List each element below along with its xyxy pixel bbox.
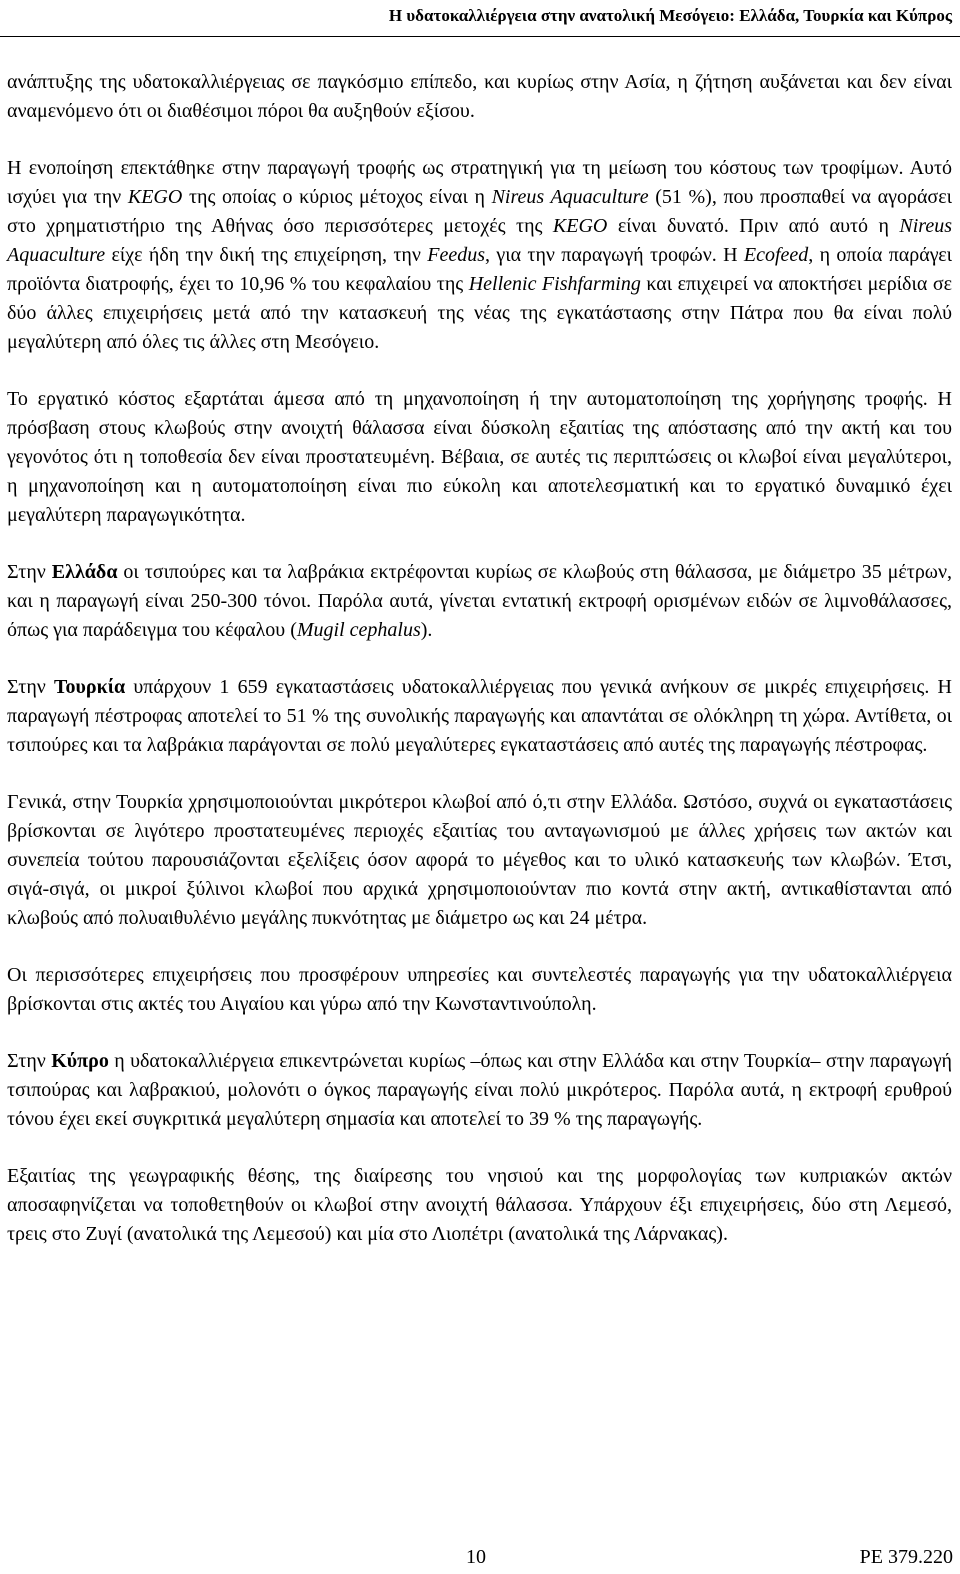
company-kego: KEGO (552, 215, 608, 237)
page-number: 10 (466, 1546, 486, 1568)
company-nireus: Nireus Aquaculture (491, 186, 649, 208)
document-body (7, 68, 952, 1277)
company-ecofeed: Ecofeed (743, 244, 809, 266)
paragraph-6: Γενικά, στην Τουρκία χρησιμοποιούνται μικρότεροι κλωβοί από ό,τι στην Ελλάδα. Ωστόσο, συχνά οι εγκαταστάσεις βρίσκονται σε λιγότερο προστατευμένες περιοχές εξαιτίας του ανταγωνισμού με άλλες χρήσεις των ακτών και συνεπεία τούτου παρουσιάζονται εξελίξεις όσον αφορά το μέγεθος και το υλικό κατασκευής των κλωβών. Έτσι, σιγά-σιγά, οι μικροί ξύλινοι κλωβοί που αρχικά χρησιμοποιούνταν πιο κοντά στην ακτή, αντικαθίστανται από κλωβούς από πολυαιθυλένιο μεγάλης πυκνότητας με διάμετρο ως και 24 μέτρα. (7, 791, 952, 929)
country-turkey: Τουρκία (54, 676, 126, 698)
document-reference: PE 379.220 (859, 1546, 953, 1568)
company-feedus: Feedus (427, 244, 486, 266)
paragraph-9: Εξαιτίας της γεωγραφικής θέσης, της διαίρεσης του νησιού και της μορφολογίας των κυπριακών ακτών αποσαφηνίζεται να τοποθετηθούν οι κλωβοί στην ανοιχτή θάλασσα. Υπάρχουν έξι επιχειρήσεις, δύο στη Λεμεσό, τρεις στο Ζυγί (ανατολικά της Λεμεσού) και μία στο Λιοπέτρι (ανατολικά της Λάρνακας). (7, 1165, 952, 1245)
paragraph-turkey: Στην Τουρκία υπάρχουν 1 659 εγκαταστάσεις υδατοκαλλιέργειας που γενικά ανήκουν σε μικρές επιχειρήσεις. Η παραγωγή πέστροφας αποτελεί το 51 % της συνολικής παραγωγής και απαντάται σε ολόκληρη τη χώρα. Αντίθετα, οι τσιπούρες και τα λαβράκια παράγονται σε πολύ μεγαλύτερες εγκαταστάσεις από αυτές της παραγωγής πέστροφας. (7, 676, 952, 756)
country-greece: Ελλάδα (51, 561, 118, 583)
species-mugil-cephalus: Mugil cephalus (296, 619, 421, 641)
paragraph-3: Το εργατικό κόστος εξαρτάται άμεσα από τη μηχανοποίηση ή την αυτοματοποίηση της χορήγησης τροφής. Η πρόσβαση στους κλωβούς στην ανοιχτή θάλασσα είναι δύσκολη εξαιτίας της απόστασης από την ακτή και του γεγονότος ότι η τοποθεσία δεν είναι προστατευμένη. Βέβαια, σε αυτές τις περιπτώσεις οι κλωβοί είναι μεγαλύτεροι, η μηχανοποίηση και η αυτοματοποίηση είναι πιο εύκολη και αποτελεσματική και το εργατικό δυναμικό έχει μεγαλύτερη παραγωγικότητα. (7, 388, 952, 526)
header-rule (0, 36, 960, 37)
country-cyprus: Κύπρο (51, 1050, 109, 1072)
paragraph-7: Οι περισσότερες επιχειρήσεις που προσφέρουν υπηρεσίες και συντελεστές παραγωγής για την υδατοκαλλιέργεια βρίσκονται στις ακτές του Αιγαίου και γύρω από την Κωνσταντινούπολη. (7, 964, 952, 1015)
paragraph-2: Η ενοποίηση επεκτάθηκε στην παραγωγή τροφής ως στρατηγική για τη μείωση του κόστους των τροφίμων. Αυτό ισχύει για την KEGO της οποίας ο κύριος μέτοχος είναι η Nireus Aquaculture (51 %), που προσπαθεί να αγοράσει στο χρηματιστήριο της Αθήνας όσο περισσότερες μετοχές της KEGO είναι δυνατό. Πριν από αυτό η Nireus Aquaculture είχε ήδη την δική της επιχείρηση, την Feedus, για την παραγωγή τροφών. Η Ecofeed, η οποία παράγει προϊόντα διατροφής, έχει το 10,96 % του κεφαλαίου της Hellenic Fishfarming και επιχειρεί να αποκτήσει μερίδια σε δύο άλλες επιχειρήσεις μετά από την κατασκευή της νέας της εγκατάστασης στην Πάτρα που θα είναι πολύ μεγαλύτερη από όλες τις άλλες στη Μεσόγειο. (7, 157, 953, 353)
company-hellenic-fishfarming: Hellenic Fishfarming (468, 273, 641, 295)
paragraph-1: ανάπτυξης της υδατοκαλλιέργειας σε παγκόσμιο επίπεδο, και κυρίως στην Ασία, η ζήτηση αυξάνεται και δεν είναι αναμενόμενο ότι οι διαθέσιμοι πόροι θα αυξηθούν εξίσου. (7, 71, 952, 122)
company-kego: KEGO (127, 186, 183, 208)
paragraph-cyprus: Στην Κύπρο η υδατοκαλλιέργεια επικεντρώνεται κυρίως –όπως και στην Ελλάδα και στην Τουρκία– στην παραγωγή τσιπούρας και λαβρακιού, μολονότι ο όγκος παραγωγής είναι πολύ μικρότερος. Παρόλα αυτά, η εκτροφή ερυθρού τόνου έχει εκεί συγκριτικά μεγαλύτερη σημασία και αποτελεί το 39 % της παραγωγής. (7, 1050, 952, 1130)
running-header: Η υδατοκαλλιέργεια στην ανατολική Μεσόγειο: Ελλάδα, Τουρκία και Κύπρος (388, 6, 952, 25)
paragraph-greece: Στην Ελλάδα οι τσιπούρες και τα λαβράκια εκτρέφονται κυρίως σε κλωβούς στη θάλασσα, με διάμετρο 35 μέτρων, και η παραγωγή είναι 250-300 τόνοι. Παρόλα αυτά, γίνεται εντατική εκτροφή ορισμένων ειδών σε λιμνοθάλασσες, όπως για παράδειγμα του κέφαλου (Mugil cephalus). (7, 561, 953, 641)
company-nireus: Nireus Aquaculture (7, 215, 952, 266)
